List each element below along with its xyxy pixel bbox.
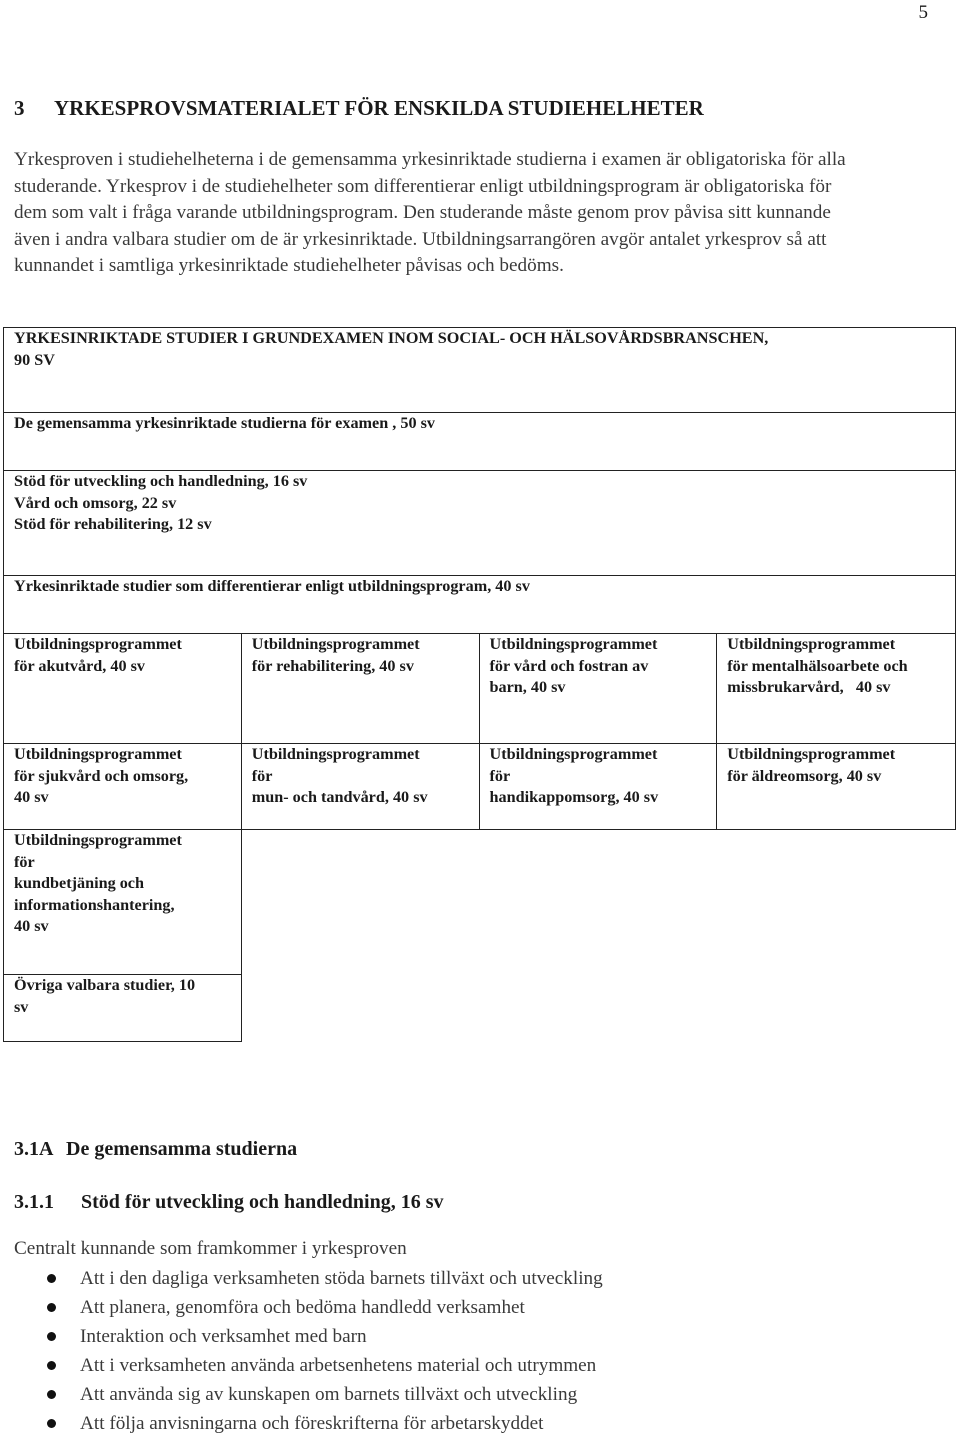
programme-cell	[4, 830, 242, 975]
programme-line: missbrukarvård, 40 sv	[727, 678, 891, 696]
bullet-icon	[47, 1332, 56, 1341]
intro-line: studerande. Yrkesprov i de studiehelheter som differentierar enligt utbildningsprogram är obligatoriska för	[14, 175, 832, 197]
table-header-cell	[4, 328, 956, 413]
list-item	[14, 1380, 603, 1409]
bullet-icon	[47, 1419, 56, 1428]
programme-line: barn, 40 sv	[489, 678, 566, 696]
programme-line: kundbetjäning och	[14, 874, 144, 892]
section-heading-3-1a	[14, 1138, 297, 1161]
table-header-line: 90 SV	[14, 350, 55, 369]
programme-line: för rehabilitering, 40 sv	[251, 656, 414, 675]
programme-line: Utbildningsprogrammet	[251, 635, 420, 653]
list-item	[14, 1351, 603, 1380]
list-item-text: Interaktion och verksamhet med barn	[80, 1326, 367, 1347]
programme-line: Utbildningsprogrammet	[727, 635, 896, 653]
core-competence-list	[14, 1264, 603, 1438]
empty-cell	[717, 830, 956, 975]
programme-cell	[4, 744, 242, 830]
list-item-text: Att i den dagliga verksamheten stöda barnets tillväxt och utveckling	[80, 1268, 603, 1289]
programme-line: Utbildningsprogrammet	[727, 745, 896, 763]
list-item	[14, 1322, 603, 1351]
unit-item: Vård och omsorg, 22 sv	[14, 493, 177, 512]
studies-structure-table	[3, 327, 956, 1042]
programme-cell	[4, 634, 242, 744]
intro-line: även i andra valbara studier om de är yrkesinriktade. Utbildningsarrangören avgör antalet yrkesprov så att	[14, 228, 827, 250]
section-title: De gemensamma studierna	[66, 1138, 298, 1160]
other-studies-line: sv	[14, 997, 29, 1016]
empty-cell	[479, 830, 717, 975]
chapter-heading	[14, 96, 704, 121]
intro-line: dem som valt i fråga varande utbildningsprogram. Den studerande måste genom prov påvisa sitt kunnande	[14, 202, 831, 223]
programme-line: för sjukvård och omsorg,	[14, 766, 189, 785]
programme-cell	[241, 634, 479, 744]
common-studies-cell: De gemensamma yrkesinriktade studierna för examen , 50 sv	[4, 413, 956, 471]
section-number: 3.1A	[14, 1138, 54, 1160]
programme-cell	[717, 744, 956, 830]
table-header-line: YRKESINRIKTADE STUDIER I GRUNDEXAMEN INOM SOCIAL- OCH HÄLSOVÅRDSBRANSCHEN,	[14, 329, 769, 347]
programme-line: 40 sv	[14, 917, 49, 935]
other-studies-line: Övriga valbara studier, 10	[14, 976, 196, 994]
list-item-text: Att i verksamheten använda arbetsenhetens material och utrymmen	[80, 1355, 597, 1376]
programme-line: Utbildningsprogrammet	[251, 745, 420, 763]
programme-line: för mentalhälsoarbete och	[727, 656, 908, 675]
chapter-title: YRKESPROVSMATERIALET FÖR ENSKILDA STUDIEHELHETER	[54, 96, 704, 120]
programme-line: för akutvård, 40 sv	[14, 656, 146, 675]
list-item-text: Att använda sig av kunskapen om barnets tillväxt och utveckling	[80, 1384, 578, 1405]
list-item	[14, 1293, 603, 1322]
programme-line: för	[489, 766, 511, 785]
bullet-icon	[47, 1361, 56, 1370]
differentiating-studies-cell: Yrkesinriktade studier som differentierar enligt utbildningsprogram, 40 sv	[4, 576, 956, 634]
unit-item: Stöd för utveckling och handledning, 16 sv	[14, 472, 308, 490]
list-item	[14, 1409, 603, 1438]
programme-line: Utbildningsprogrammet	[14, 635, 182, 653]
chapter-number: 3	[14, 96, 25, 120]
empty-cell	[241, 975, 479, 1042]
empty-cell	[479, 975, 717, 1042]
programme-cell	[241, 744, 479, 830]
intro-paragraph	[14, 147, 960, 280]
section-number: 3.1.1	[14, 1191, 54, 1213]
other-studies-cell	[4, 975, 242, 1042]
programme-line: Utbildningsprogrammet	[489, 745, 658, 763]
empty-cell	[717, 975, 956, 1042]
programme-line: för vård och fostran av	[489, 656, 649, 675]
bullet-icon	[47, 1274, 56, 1283]
section-title: Stöd för utveckling och handledning, 16 sv	[81, 1191, 444, 1213]
programme-cell	[479, 634, 717, 744]
page-number: 5	[918, 2, 928, 23]
programme-line: Utbildningsprogrammet	[14, 745, 182, 763]
programme-line: Utbildningsprogrammet	[489, 635, 658, 653]
programme-cell	[479, 744, 717, 830]
programme-line: för	[14, 852, 35, 871]
programme-line: 40 sv	[14, 788, 49, 806]
list-item-text: Att följa anvisningarna och föreskrifterna för arbetarskyddet	[80, 1413, 544, 1434]
common-units-cell	[4, 471, 956, 576]
programme-cell	[717, 634, 956, 744]
list-item-text: Att planera, genomföra och bedöma handledd verksamhet	[80, 1297, 525, 1318]
intro-line: kunnandet i samtliga yrkesinriktade studiehelheter påvisas och bedöms.	[14, 255, 564, 276]
list-item	[14, 1264, 603, 1293]
programme-line: informationshantering,	[14, 895, 175, 914]
core-competence-title: Centralt kunnande som framkommer i yrkesproven	[14, 1238, 407, 1259]
programme-line: mun- och tandvård, 40 sv	[251, 788, 428, 806]
section-heading-3-1-1	[14, 1191, 444, 1214]
programme-line: handikappomsorg, 40 sv	[489, 788, 659, 806]
programme-line: för	[251, 766, 273, 785]
programme-line: Utbildningsprogrammet	[14, 831, 182, 849]
programme-line: för äldreomsorg, 40 sv	[727, 766, 882, 785]
intro-line: Yrkesproven i studiehelheterna i de gemensamma yrkesinriktade studierna i examen är obligatoriska för alla	[14, 149, 846, 170]
unit-item: Stöd för rehabilitering, 12 sv	[14, 515, 212, 533]
bullet-icon	[47, 1303, 56, 1312]
bullet-icon	[47, 1390, 56, 1399]
empty-cell	[241, 830, 479, 975]
